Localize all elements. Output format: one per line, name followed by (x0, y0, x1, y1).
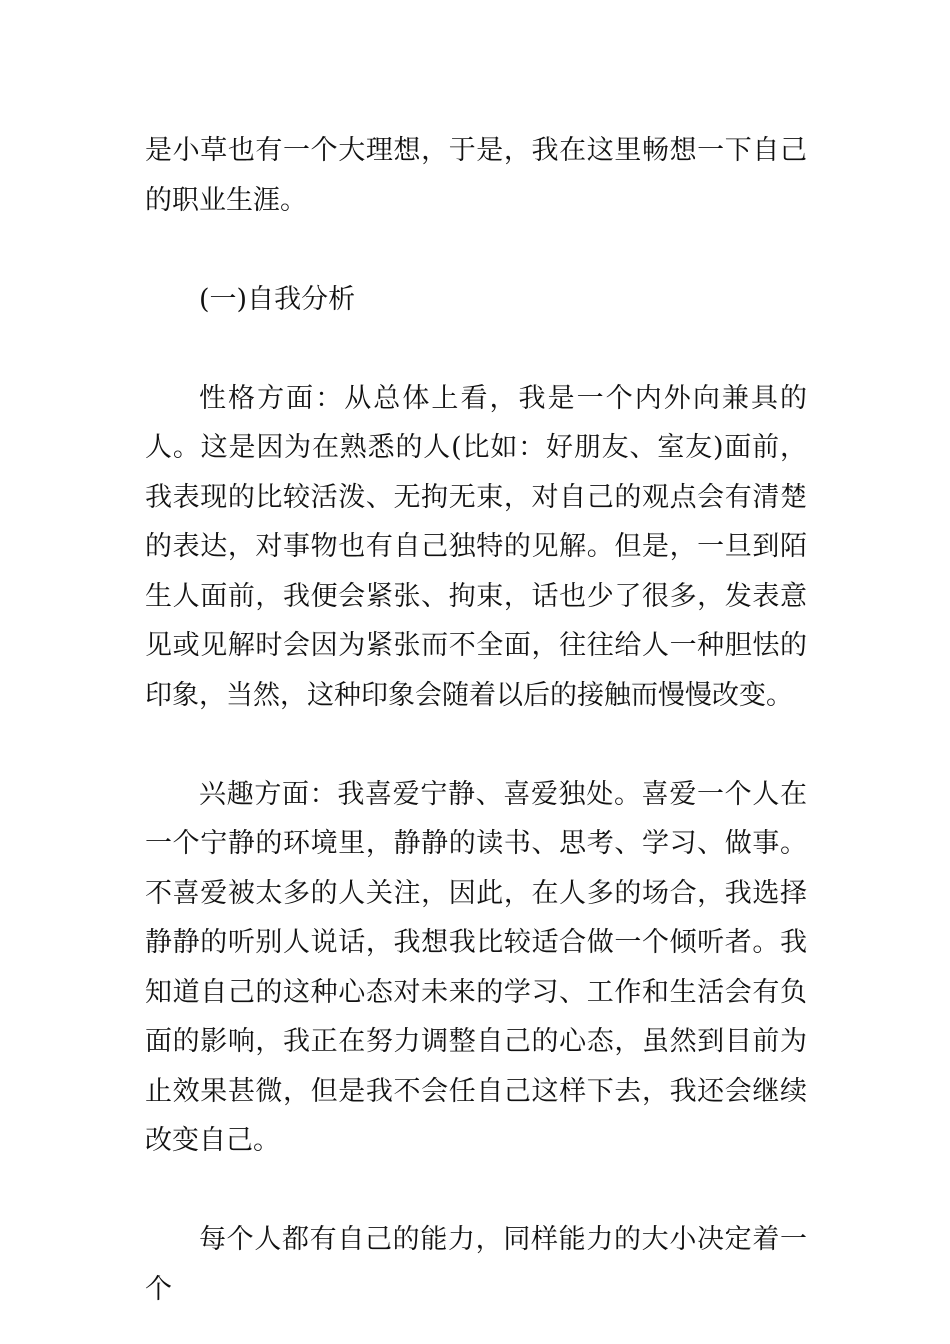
paragraph-abilities: 每个人都有自己的能力，同样能力的大小决定着一个 (145, 1224, 807, 1305)
paragraph-interests: 兴趣方面：我喜爱宁静、喜爱独处。喜爱一个人在一个宁静的环境里，静静的读书、思考、学习、做事。不喜爱被太多的人关注，因此，在人多的场合，我选择静静的听别人说话，我想我比较适合做一个倾听者。我知道自己的这种心态对未来的学习、工作和生活会有负面的影响，我正在努力调整自己的心态，虽然到目前为止效果甚微，但是我不会任自己这样下去，我还会继续改变自己。 (145, 778, 807, 1156)
section-heading-self-analysis: (一)自我分析 (199, 283, 356, 315)
document-body (145, 126, 807, 1314)
paragraph-continuation: 是小草也有一个大理想，于是，我在这里畅想一下自己的职业生涯。 (145, 135, 807, 216)
paragraph-personality: 性格方面：从总体上看，我是一个内外向兼具的人。这是因为在熟悉的人(比如：好朋友、室友)面前，我表现的比较活泼、无拘无束，对自己的观点会有清楚的表达，对事物也有自己独特的见解。但是，一旦到陌生人面前，我便会紧张、拘束，话也少了很多，发表意见或见解时会因为紧张而不全面，往往给人一种胆怯的印象，当然，这种印象会随着以后的接触而慢慢改变。 (145, 382, 807, 711)
